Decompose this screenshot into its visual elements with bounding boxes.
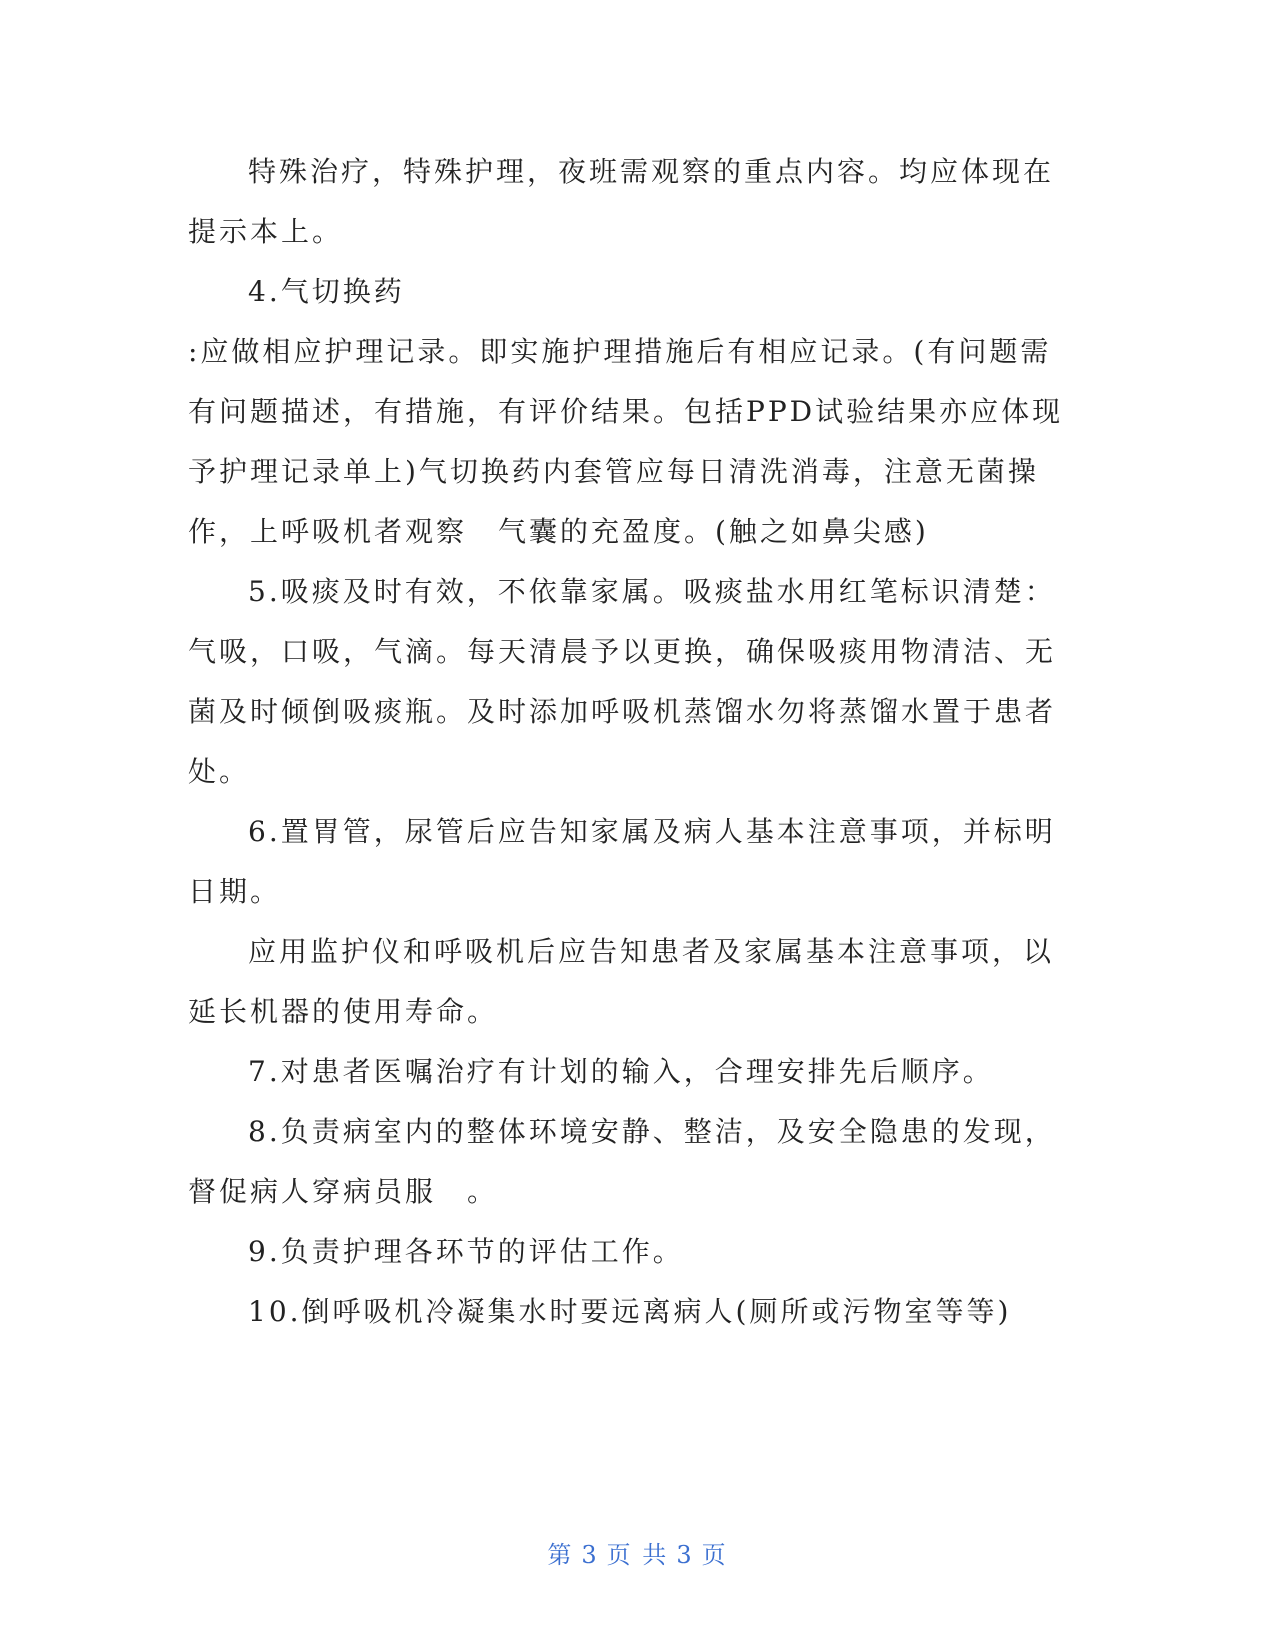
- paragraph-item-8: 8.负责病室内的整体环境安静、整洁，及安全隐患的发现，督促病人穿病员服 。: [188, 1115, 1056, 1208]
- footer-suffix: 页: [701, 1541, 728, 1569]
- footer-current-page: 3: [581, 1541, 599, 1569]
- paragraph-item-6: 6.置胃管，尿管后应告知家属及病人基本注意事项，并标明日期。: [188, 815, 1056, 908]
- document-body: [188, 142, 1068, 1342]
- paragraph-item-4-heading: 4.气切换药: [248, 275, 405, 308]
- paragraph-item-9: 9.负责护理各环节的评估工作。: [248, 1235, 684, 1268]
- paragraph-special-treatment: 特殊治疗，特殊护理，夜班需观察的重点内容。均应体现在提示本上。: [188, 155, 1055, 248]
- paragraph-item-10: 10.倒呼吸机冷凝集水时要远离病人(厕所或污物室等等): [248, 1295, 1012, 1328]
- paragraph-monitor-ventilator: 应用监护仪和呼吸机后应告知患者及家属基本注意事项，以延长机器的使用寿命。: [188, 935, 1055, 1028]
- footer-prefix: 第: [547, 1541, 574, 1569]
- paragraph-item-4-body: :应做相应护理记录。即实施护理措施后有相应记录。(有问题需有问题描述，有措施，有评价结果。包括PPD试验结果亦应体现予护理记录单上)气切换药内套管应每日清洗消毒，注意无菌操作，上呼吸机者观察 气囊的充盈度。(触之如鼻尖感): [188, 335, 1064, 548]
- footer-total-pages: 3: [676, 1541, 694, 1569]
- page-footer: [0, 1535, 1275, 1570]
- paragraph-item-7: 7.对患者医嘱治疗有计划的输入，合理安排先后顺序。: [248, 1055, 994, 1088]
- paragraph-item-5: 5.吸痰及时有效，不依靠家属。吸痰盐水用红笔标识清楚：气吸，口吸，气滴。每天清晨予以更换，确保吸痰用物清洁、无菌及时倾倒吸痰瓶。及时添加呼吸机蒸馏水勿将蒸馏水置于患者处。: [188, 575, 1057, 788]
- footer-middle: 页 共: [606, 1541, 669, 1569]
